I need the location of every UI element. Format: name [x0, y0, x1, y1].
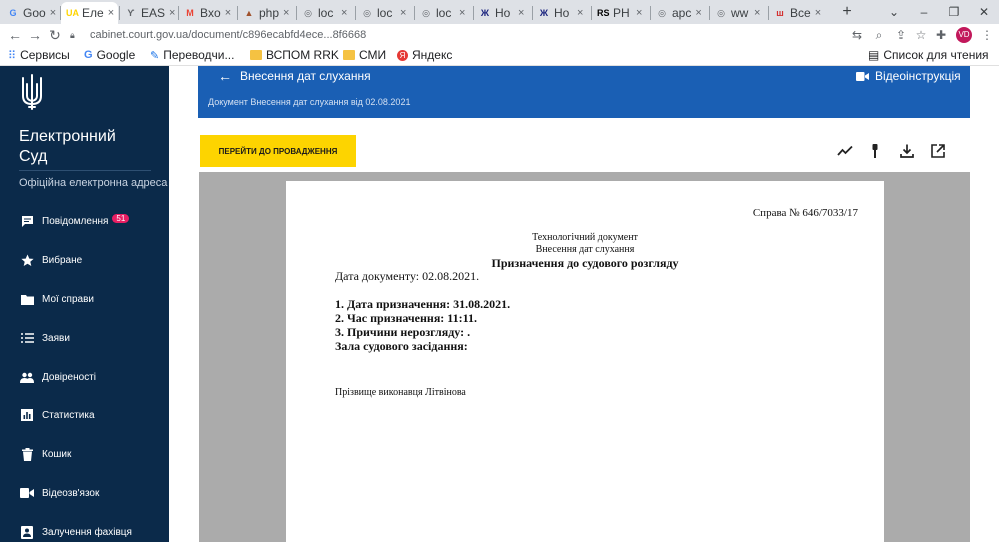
sidebar	[0, 66, 169, 542]
tab-favicon-icon: ◎	[658, 8, 666, 18]
tab-title: Goo	[23, 6, 46, 20]
tab-close-icon[interactable]: ×	[49, 7, 57, 19]
tab-close-icon[interactable]: ×	[400, 7, 407, 19]
tab-close-icon[interactable]: ×	[107, 7, 115, 19]
tab-close-icon[interactable]: ×	[224, 7, 232, 19]
tab-favicon-icon: Ж	[539, 8, 549, 18]
non-consideration-reasons: 3. Причини нерозгляду: .	[335, 325, 471, 339]
hearing-time: 2. Час призначення: 11:11.	[335, 311, 477, 325]
tab-favicon-icon: M	[186, 8, 194, 18]
new-tab-button[interactable]: +	[842, 3, 852, 20]
browser-toolbar	[0, 24, 999, 46]
tab-title: Bce	[790, 6, 811, 20]
case-number: Справа № 646/7033/17	[752, 207, 858, 219]
tab-separator	[473, 6, 474, 20]
tab-separator	[414, 6, 415, 20]
brand-title[interactable]: Електронний Суд	[19, 128, 116, 165]
download-icon[interactable]	[899, 143, 915, 159]
tab-title: Bxo	[200, 6, 221, 20]
url-text: cabinet.court.gov.ua/document/c896ecabfd4ece...8f6668	[90, 29, 367, 41]
tab-separator	[237, 6, 238, 20]
tab-favicon-icon: G	[9, 8, 17, 18]
sidebar-item-statistics[interactable]: Статистика	[20, 407, 95, 423]
tab-separator	[119, 6, 120, 20]
person-icon	[20, 525, 34, 539]
tab-close-icon[interactable]: ×	[695, 7, 702, 19]
browser-tab[interactable]	[297, 2, 354, 24]
doc-type-label: Технологічний документ	[532, 232, 638, 243]
folder-icon	[250, 50, 262, 60]
tab-separator	[591, 6, 592, 20]
sidebar-item-video-link[interactable]: Відеозв'язок	[20, 485, 99, 501]
tab-separator	[532, 6, 533, 20]
share-icon[interactable]: ⇪	[895, 28, 907, 42]
browser-tab[interactable]	[356, 2, 413, 24]
extension-icon[interactable]: ✚	[935, 28, 947, 42]
yandex-icon: Я	[397, 50, 408, 61]
tab-separator	[709, 6, 710, 20]
sidebar-item-applications[interactable]: Заяви	[20, 330, 70, 346]
tab-separator	[178, 6, 179, 20]
browser-tab[interactable]	[769, 2, 826, 24]
reload-icon[interactable]: ↻	[49, 27, 61, 43]
trident-logo-icon	[20, 74, 44, 110]
tab-separator	[650, 6, 651, 20]
tab-favicon-icon: ◎	[422, 8, 430, 18]
tab-close-icon[interactable]: ×	[577, 7, 584, 19]
tab-title: ww	[731, 6, 749, 20]
tab-close-icon[interactable]: ×	[636, 7, 643, 19]
sidebar-item-trash[interactable]: Кошик	[20, 446, 71, 462]
courtroom: Зала судового засідання:	[335, 339, 468, 353]
tab-title: PH	[613, 6, 630, 20]
tab-close-icon[interactable]: ×	[169, 7, 176, 19]
bookmark-google[interactable]: G Google	[84, 48, 136, 62]
browser-tab[interactable]	[238, 2, 295, 24]
tab-favicon-icon: ◎	[304, 8, 312, 18]
browser-tab[interactable]	[61, 2, 118, 24]
tab-separator	[296, 6, 297, 20]
video-icon	[20, 486, 34, 500]
bookmark-folder-smi[interactable]: СМИ	[343, 48, 386, 62]
folder-icon	[343, 50, 355, 60]
page-subtitle: Документ Внесення дат слухання від 02.08.2021	[208, 97, 411, 107]
bookmark-services[interactable]: ⠿ Сервисы	[8, 48, 70, 62]
video-instruction-link[interactable]: Відеоінструкція	[856, 69, 961, 83]
doc-heading: Призначення до судового розгляду	[491, 256, 679, 270]
translate-icon[interactable]: ⇆	[851, 28, 863, 42]
people-icon	[20, 370, 34, 384]
chart-icon	[20, 408, 34, 422]
browser-tab[interactable]	[415, 2, 472, 24]
sidebar-item-messages[interactable]: Повідомлення 51	[20, 213, 129, 229]
sidebar-item-specialist[interactable]: Залучення фахівця	[20, 524, 132, 540]
minimize-icon[interactable]: –	[920, 5, 928, 19]
tab-favicon-icon: UA	[66, 8, 79, 18]
browser-tab[interactable]	[651, 2, 708, 24]
stamp-icon[interactable]	[867, 143, 883, 159]
document-page	[286, 181, 884, 542]
tab-title: Ho	[554, 6, 570, 20]
notification-badge: 51	[112, 214, 129, 223]
address-bar[interactable]	[70, 25, 870, 45]
folder-icon	[20, 292, 34, 306]
list-icon	[20, 331, 34, 345]
tab-title: loc	[318, 6, 334, 20]
sidebar-item-favorites[interactable]: Вибране	[20, 252, 82, 268]
tab-title: php	[259, 6, 280, 20]
browser-tab[interactable]	[2, 2, 59, 24]
tab-favicon-icon: ◎	[363, 8, 371, 18]
hearing-date: 1. Дата призначення: 31.08.2021.	[335, 297, 511, 311]
trash-icon	[20, 447, 34, 461]
tab-title: Еле	[82, 6, 104, 20]
bookmark-yandex[interactable]: Я Яндекс	[397, 48, 452, 62]
sidebar-item-my-cases[interactable]: Мої справи	[20, 291, 94, 307]
tab-favicon-icon: Ж	[480, 8, 490, 18]
tab-close-icon[interactable]: ×	[518, 7, 525, 19]
tab-favicon-icon: ◎	[717, 8, 725, 18]
back-arrow-icon[interactable]: ←	[218, 68, 232, 84]
tab-favicon-icon: ш	[776, 8, 784, 18]
tab-title: EAS	[141, 6, 166, 20]
tab-separator	[768, 6, 769, 20]
restore-icon[interactable]: ❐	[948, 5, 960, 19]
browser-tab[interactable]	[120, 2, 177, 24]
browser-tab[interactable]	[710, 2, 767, 24]
close-icon[interactable]: ✕	[978, 5, 990, 19]
trend-icon[interactable]	[837, 143, 853, 159]
official-address-link[interactable]: Офіційна електронна адреса	[19, 177, 168, 189]
video-camera-icon	[856, 72, 869, 81]
tab-separator	[60, 6, 61, 20]
tab-title: apc	[672, 6, 692, 20]
sidebar-item-powers-of-attorney[interactable]: Довіреності	[20, 369, 96, 385]
tab-title: Ho	[495, 6, 511, 20]
tab-close-icon[interactable]: ×	[814, 7, 822, 19]
bookmark-star-icon[interactable]: ☆	[915, 28, 927, 42]
browser-tab[interactable]	[592, 2, 649, 24]
tab-close-icon[interactable]: ×	[459, 7, 466, 19]
browser-tab[interactable]	[474, 2, 531, 24]
go-to-proceeding-button[interactable]: ПЕРЕЙТИ ДО ПРОВАДЖЕННЯ	[200, 135, 356, 167]
tab-favicon-icon: ϒ	[127, 8, 135, 18]
tab-close-icon[interactable]: ×	[283, 7, 290, 19]
avatar[interactable]: VD	[956, 27, 972, 43]
zoom-icon[interactable]: ⌕	[875, 28, 883, 42]
chevron-down-icon[interactable]: ⌄	[888, 5, 900, 19]
divider	[19, 170, 151, 171]
executor-name: Прізвище виконавця Літвінова	[335, 387, 466, 398]
reading-list-button[interactable]: ▤ Список для чтения	[868, 48, 989, 62]
doc-date: Дата документу: 02.08.2021.	[335, 269, 480, 283]
reading-list-icon: ▤	[868, 48, 880, 62]
tab-favicon-icon: RS	[597, 8, 610, 18]
tab-title: loc	[436, 6, 452, 20]
tab-close-icon[interactable]: ×	[754, 7, 761, 19]
tab-close-icon[interactable]: ×	[341, 7, 348, 19]
bookmark-folder-vspom[interactable]: ВСПОМ RRK	[250, 48, 339, 62]
lock-icon: 🔒︎	[70, 29, 75, 40]
browser-tab[interactable]	[533, 2, 590, 24]
browser-tab[interactable]	[179, 2, 236, 24]
tab-title: loc	[377, 6, 393, 20]
tab-favicon-icon: ▲	[244, 8, 254, 18]
page-title: Внесення дат слухання	[240, 69, 371, 83]
apps-icon: ⠿	[8, 49, 17, 62]
menu-icon[interactable]: ⋮	[981, 28, 993, 42]
open-external-icon[interactable]	[930, 143, 946, 159]
tab-separator	[355, 6, 356, 20]
back-icon[interactable]: ←	[8, 27, 22, 43]
message-icon	[20, 214, 34, 228]
google-icon: G	[84, 49, 93, 61]
translate-icon: ✎	[150, 49, 160, 62]
forward-icon[interactable]: →	[28, 27, 42, 43]
bookmarks-bar	[0, 46, 999, 66]
doc-kind-label: Внесення дат слухання	[535, 244, 635, 255]
star-icon	[20, 253, 34, 267]
bookmark-translate[interactable]: ✎ Переводчи...	[150, 48, 235, 62]
